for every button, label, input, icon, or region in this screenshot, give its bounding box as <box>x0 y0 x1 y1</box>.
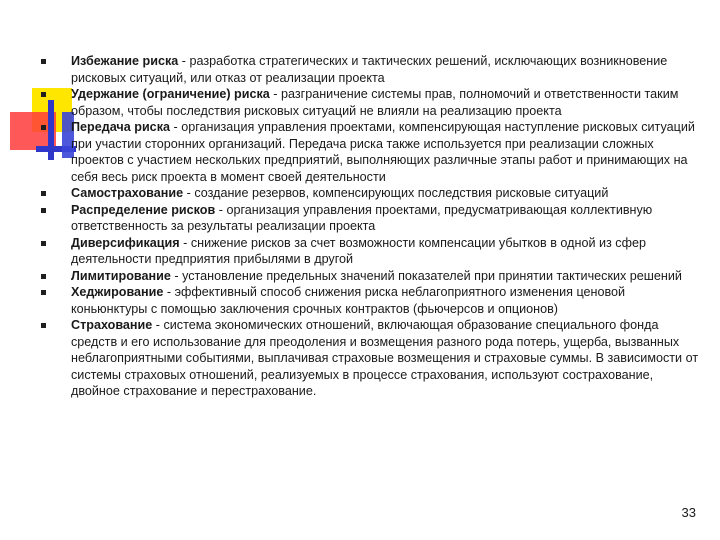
bullet-icon <box>41 125 46 130</box>
bullet-icon <box>41 208 46 213</box>
item-term: Лимитирование <box>71 268 171 283</box>
list-item <box>0 317 720 400</box>
item-term: Страхование <box>71 318 153 332</box>
item-text: - снижение рисков за счет возможности компенсации убытков в одной из сфер деятельности предприятия прибылями в другой <box>71 235 646 266</box>
item-term: Распределение рисков <box>71 202 216 217</box>
item-term: Удержание (ограничение) риска <box>71 87 270 101</box>
item-text: - создание резервов, компенсирующих последствия рисковые ситуаций <box>183 186 609 200</box>
item-text: - организация управления проектами, компенсирующая наступление рисковых ситуаций при участии сторонних организаций. Передача риска также используется при реализации сложных проектов с участием нескольких предприятий, выполняющих различные этапы работ и принимающих на себя весь риск проекта в момент своей деятельности <box>71 120 695 184</box>
risk-methods-list <box>0 53 720 400</box>
bullet-icon <box>41 191 46 196</box>
list-item <box>0 268 720 285</box>
list-item <box>0 185 720 202</box>
item-text: - система экономических отношений, включающая образование специального фонда средств и его использование для преодоления и возмещения разного рода потерь, ущерба, вызванных неблагоприятными событиями, выплачивая страховые возмещения и страховые суммы. В зависимости от системы страховых отношений, реализуемых в процессе страхования, используют сострахование, двойное страхование и перестрахование. <box>71 318 699 398</box>
item-term: Хеджирование <box>71 285 164 299</box>
item-term: Передача риска <box>71 120 170 134</box>
item-text: - разграничение системы прав, полномочий и ответственности таким образом, чтобы последствия рисковых ситуаций не влияли на реализацию проекта <box>71 87 679 118</box>
list-item <box>0 53 720 86</box>
bullet-icon <box>41 92 46 97</box>
bullet-icon <box>41 241 46 246</box>
list-item <box>0 284 720 317</box>
item-text: - установление предельных значений показателей при принятии тактических решений <box>170 268 682 283</box>
list-item <box>0 202 720 235</box>
list-item <box>0 86 720 119</box>
list-item <box>0 235 720 268</box>
page-number: 33 <box>681 505 696 520</box>
item-term: Диверсификация <box>71 235 180 250</box>
item-text: - эффективный способ снижения риска неблагоприятного изменения ценовой коньюнктуры с помощью заключения срочных контрактов (фьючерсов и опционов) <box>71 285 626 316</box>
bullet-icon <box>41 290 46 295</box>
bullet-icon <box>41 274 46 279</box>
item-term: Избежание риска <box>71 54 179 68</box>
item-term: Самострахование <box>71 186 184 200</box>
bullet-icon <box>41 323 46 328</box>
bullet-icon <box>41 59 46 64</box>
item-text: - разработка стратегических и тактических решений, исключающих возникновение рисковых ситуаций, или отказ от реализации проекта <box>71 54 668 85</box>
list-item <box>0 119 720 185</box>
item-text: - организация управления проектами, предусматривающая коллективную ответственность за результаты реализации проекта <box>71 202 653 233</box>
